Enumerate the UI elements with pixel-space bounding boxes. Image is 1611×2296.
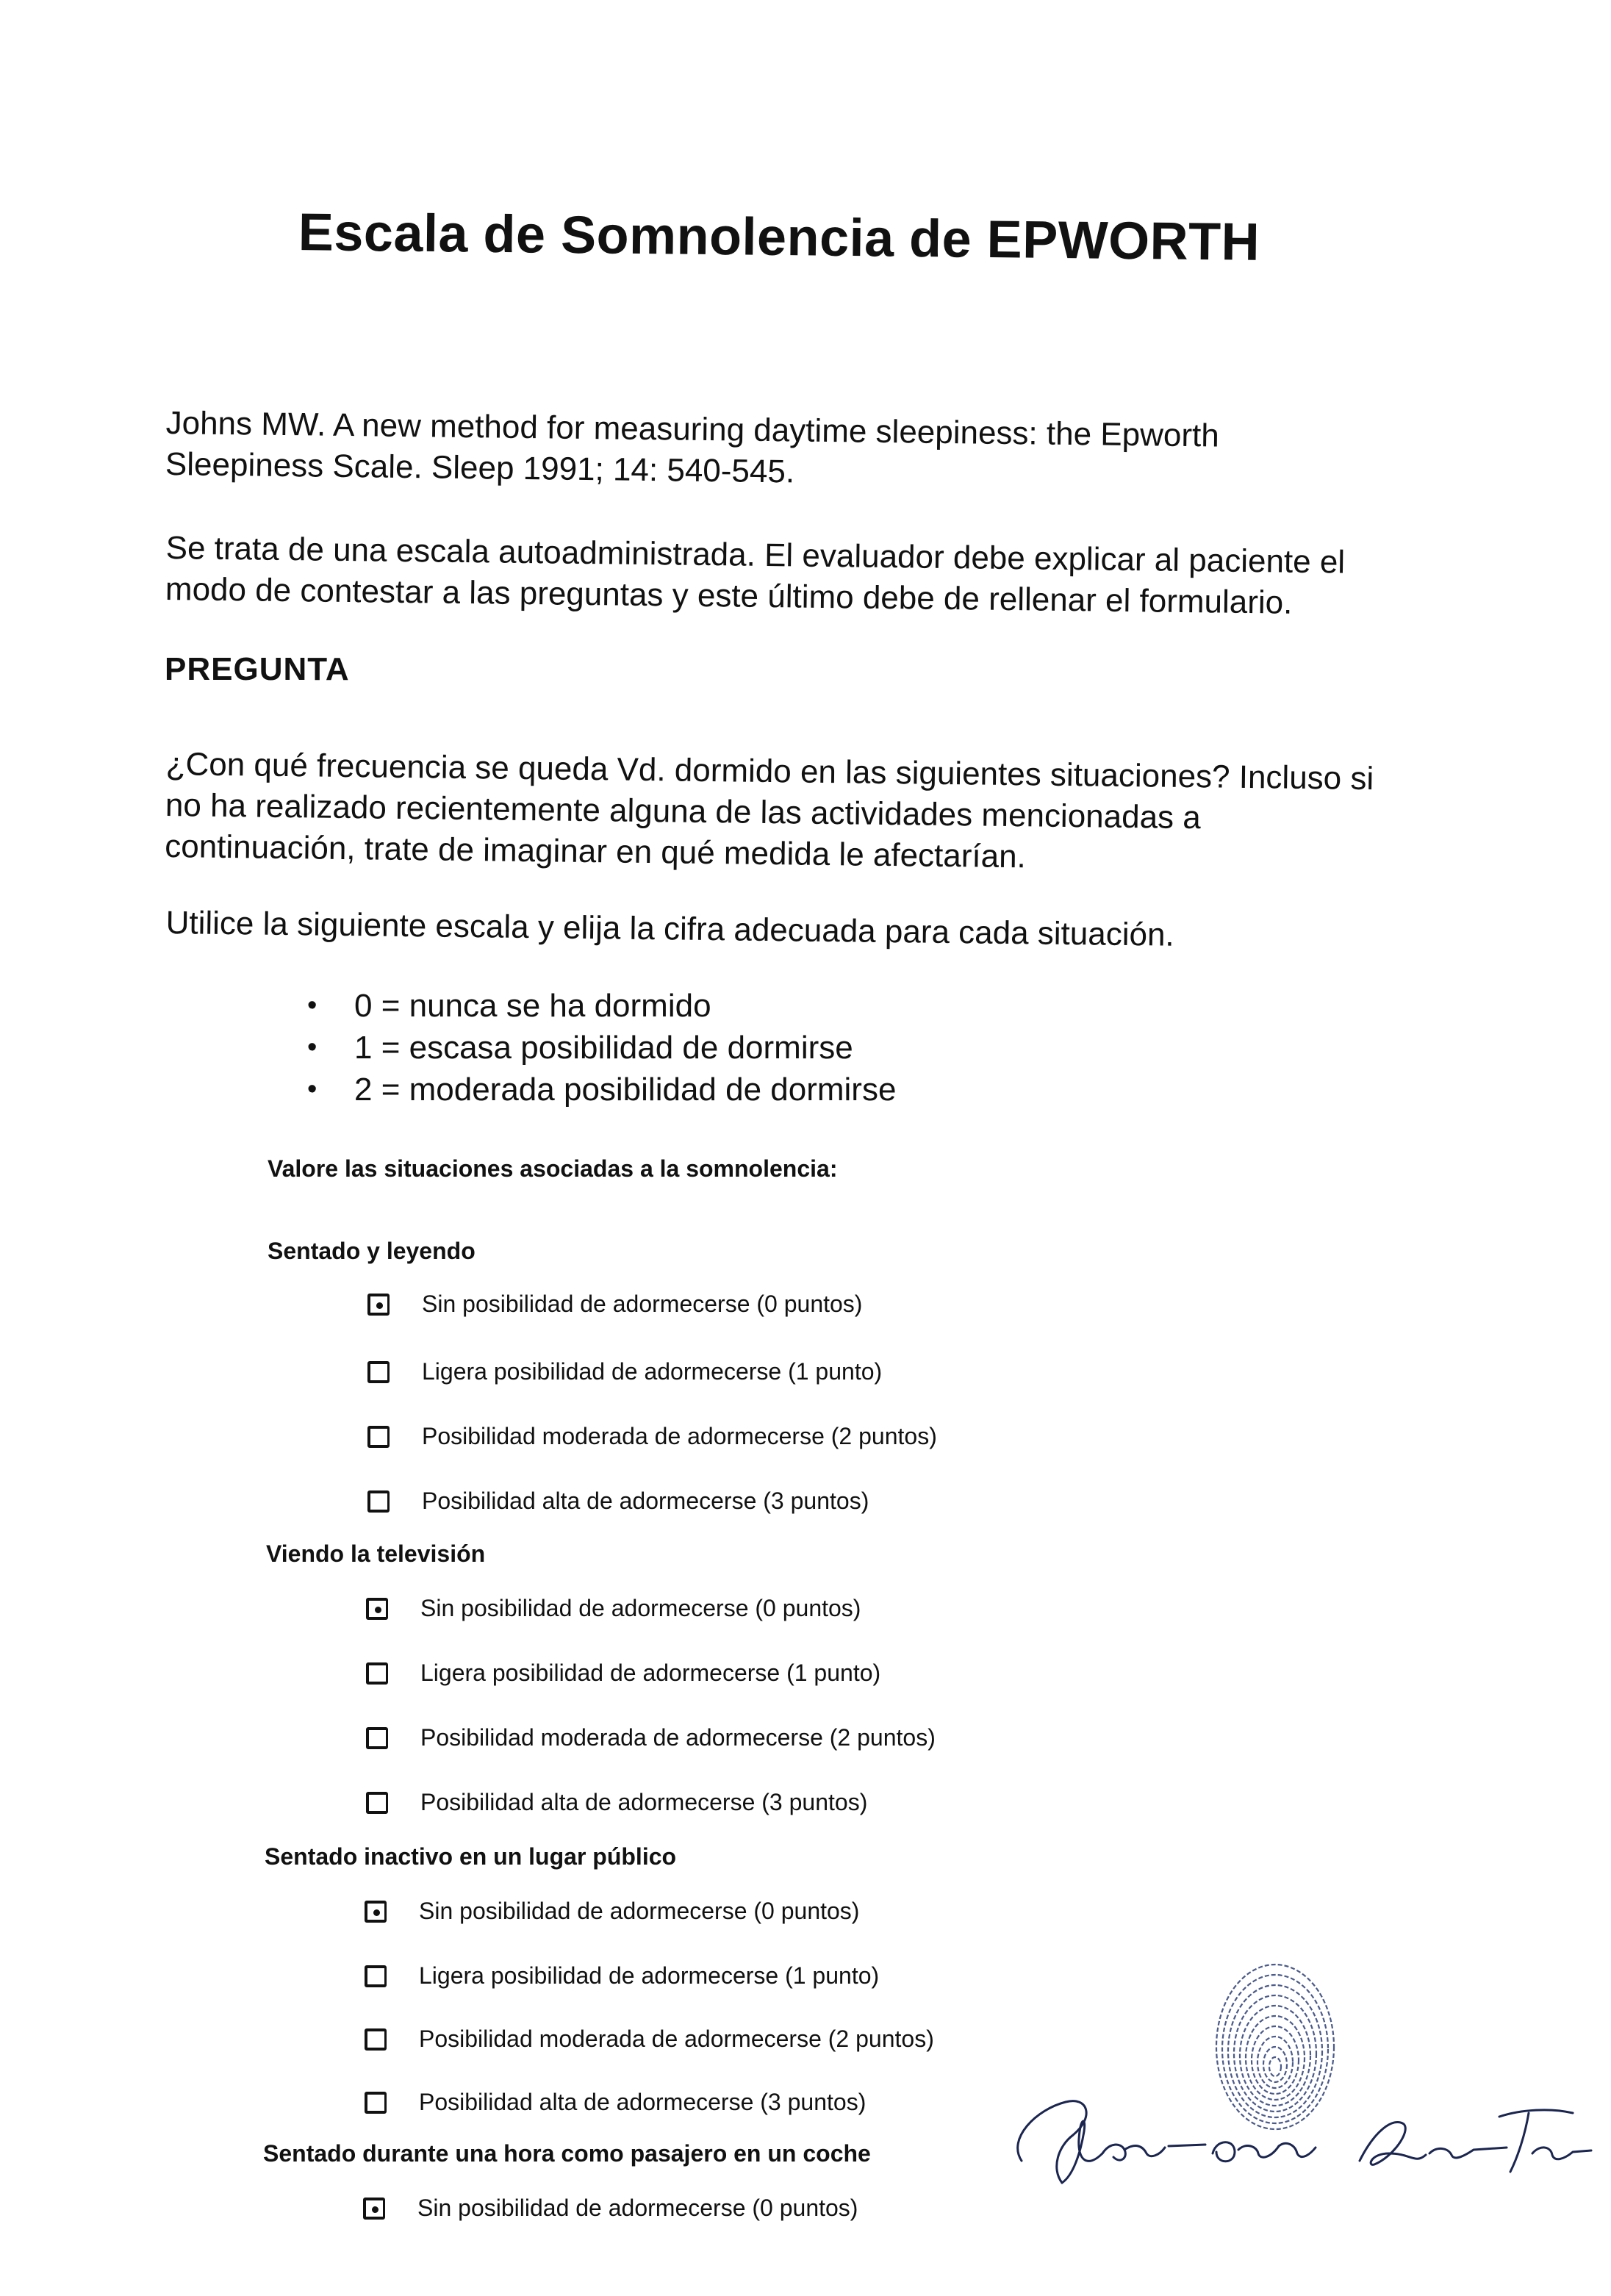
radio-option[interactable] <box>366 1724 936 1751</box>
option-label: Posibilidad alta de adormecerse (3 puntos) <box>419 2089 867 2115</box>
radio-option[interactable] <box>365 2089 866 2116</box>
option-label: Sin posibilidad de adormecerse (0 puntos) <box>417 2195 858 2221</box>
intro-line: modo de contestar a las preguntas y este último debe de rellenar el formulario. <box>165 570 1293 621</box>
question-heading: PREGUNTA <box>165 651 350 681</box>
page-title: Escala de Somnolencia de EPWORTH <box>298 203 1260 272</box>
checkbox-icon[interactable] <box>366 1727 388 1749</box>
option-label: Ligera posibilidad de adormecerse (1 punto) <box>420 1660 881 1686</box>
checked-checkbox-icon[interactable] <box>365 1901 387 1923</box>
checkbox-icon[interactable] <box>367 1361 390 1383</box>
radio-option[interactable] <box>367 1358 882 1385</box>
question-line: ¿Con qué frecuencia se queda Vd. dormido en las siguientes situaciones? Incluso si <box>165 745 1374 797</box>
checkbox-icon[interactable] <box>367 1426 390 1448</box>
option-label: Sin posibilidad de adormecerse (0 puntos) <box>419 1898 860 1924</box>
radio-option[interactable] <box>365 2026 934 2053</box>
option-label: Sin posibilidad de adormecerse (0 puntos) <box>420 1595 861 1621</box>
citation <box>165 403 1342 500</box>
scale-item: • 0 = nunca se ha dormido <box>301 985 896 1027</box>
scale-item: • 2 = moderada posibilidad de dormirse <box>301 1069 896 1111</box>
signature <box>992 2073 1595 2209</box>
citation-line: Sleepiness Scale. Sleep 1991; 14: 540-545. <box>165 445 795 490</box>
option-label: Posibilidad moderada de adormecerse (2 puntos) <box>422 1423 937 1449</box>
section-title: Sentado durante una hora como pasajero en un coche <box>263 2140 871 2167</box>
checkbox-icon[interactable] <box>365 1965 387 1987</box>
radio-option[interactable] <box>367 1488 869 1515</box>
section-title: Sentado y leyendo <box>268 1238 476 1264</box>
radio-option[interactable] <box>363 2195 858 2222</box>
section-title: Viendo la televisión <box>266 1540 486 1567</box>
radio-option[interactable] <box>366 1789 867 1816</box>
option-label: Posibilidad alta de adormecerse (3 puntos) <box>422 1488 869 1514</box>
option-label: Sin posibilidad de adormecerse (0 puntos) <box>422 1291 863 1317</box>
option-label: Posibilidad alta de adormecerse (3 puntos) <box>420 1789 868 1815</box>
checkbox-icon[interactable] <box>365 2092 387 2114</box>
radio-option[interactable] <box>366 1595 861 1622</box>
scale-instruction: Utilice la siguiente escala y elija la cifra adecuada para cada situación. <box>165 904 1174 953</box>
intro-paragraph <box>165 528 1386 625</box>
rate-instruction: Valore las situaciones asociadas a la somnolencia: <box>268 1155 838 1182</box>
option-label: Ligera posibilidad de adormecerse (1 punto) <box>422 1358 883 1385</box>
radio-option[interactable] <box>366 1660 880 1687</box>
checked-checkbox-icon[interactable] <box>367 1294 390 1316</box>
radio-option[interactable] <box>365 1962 879 1990</box>
question-line: continuación, trate de imaginar en qué medida le afectarían. <box>164 828 1027 875</box>
checked-checkbox-icon[interactable] <box>363 2198 385 2220</box>
question-paragraph <box>165 744 1401 883</box>
question-line: no ha realizado recientemente alguna de las actividades mencionadas a <box>165 786 1202 836</box>
intro-line: Se trata de una escala autoadministrada. El evaluador debe explicar al paciente el <box>165 529 1346 581</box>
checkbox-icon[interactable] <box>366 1792 388 1814</box>
radio-option[interactable] <box>367 1423 937 1450</box>
option-label: Posibilidad moderada de adormecerse (2 puntos) <box>419 2026 934 2052</box>
radio-option[interactable] <box>367 1291 862 1318</box>
checked-checkbox-icon[interactable] <box>366 1598 388 1620</box>
radio-option[interactable] <box>365 1898 859 1925</box>
section-title: Sentado inactivo en un lugar público <box>265 1843 677 1870</box>
checkbox-icon[interactable] <box>366 1662 388 1685</box>
option-label: Ligera posibilidad de adormecerse (1 punto) <box>419 1962 880 1989</box>
scale-item: • 1 = escasa posibilidad de dormirse <box>301 1027 896 1069</box>
scale-list <box>301 985 896 1111</box>
checkbox-icon[interactable] <box>367 1490 390 1513</box>
checkbox-icon[interactable] <box>365 2028 387 2051</box>
citation-line: Johns MW. A new method for measuring daytime sleepiness: the Epworth <box>165 404 1220 454</box>
option-label: Posibilidad moderada de adormecerse (2 puntos) <box>420 1724 936 1751</box>
